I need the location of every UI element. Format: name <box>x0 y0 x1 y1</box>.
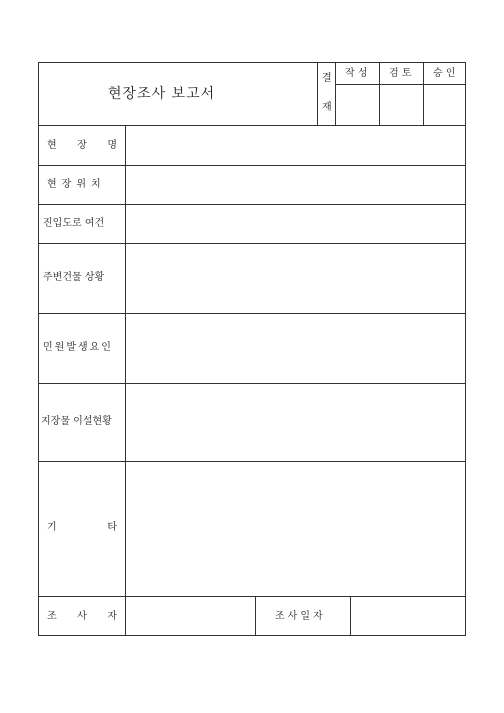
row-label-site-location: 현장위치 <box>47 179 106 190</box>
row-label-other: 기 타 <box>47 522 117 533</box>
approval-label-bottom: 재 <box>322 102 332 113</box>
site-location-field[interactable] <box>126 166 465 204</box>
investigator-field[interactable] <box>126 597 255 635</box>
approval-col-review: 검 토 <box>389 68 412 79</box>
site-name-field[interactable] <box>126 126 465 165</box>
row-label-obstacle-relocation: 지장물 이설현황 <box>41 416 112 427</box>
surrounding-buildings-field[interactable] <box>126 244 465 313</box>
footer-divider <box>255 596 256 635</box>
approval-cell-write[interactable] <box>336 85 379 125</box>
complaint-factors-field[interactable] <box>126 314 465 383</box>
other-field[interactable] <box>126 462 465 596</box>
approval-col-approve: 승 인 <box>433 68 456 79</box>
approval-cell-review[interactable] <box>380 85 423 125</box>
row-label-site-name: 현 장 명 <box>47 140 117 151</box>
row-label-access-road: 진입도로 여건 <box>43 218 105 229</box>
approval-cell-approve[interactable] <box>424 85 465 125</box>
row-label-surrounding-buildings: 주변건물 상황 <box>43 272 105 283</box>
investigation-date-field[interactable] <box>351 597 465 635</box>
row-label-complaint-factors: 민원발생요인 <box>43 342 113 353</box>
approval-label-top: 결 <box>322 73 332 84</box>
report-form <box>38 62 466 636</box>
approval-divider <box>317 63 318 125</box>
page-title: 현장조사 보고서 <box>108 86 216 102</box>
obstacle-relocation-field[interactable] <box>126 384 465 461</box>
footer-label-date: 조사일자 <box>275 611 326 622</box>
access-road-field[interactable] <box>126 205 465 243</box>
footer-label-investigator: 조 사 자 <box>47 611 117 622</box>
approval-col-write: 작 성 <box>345 68 368 79</box>
